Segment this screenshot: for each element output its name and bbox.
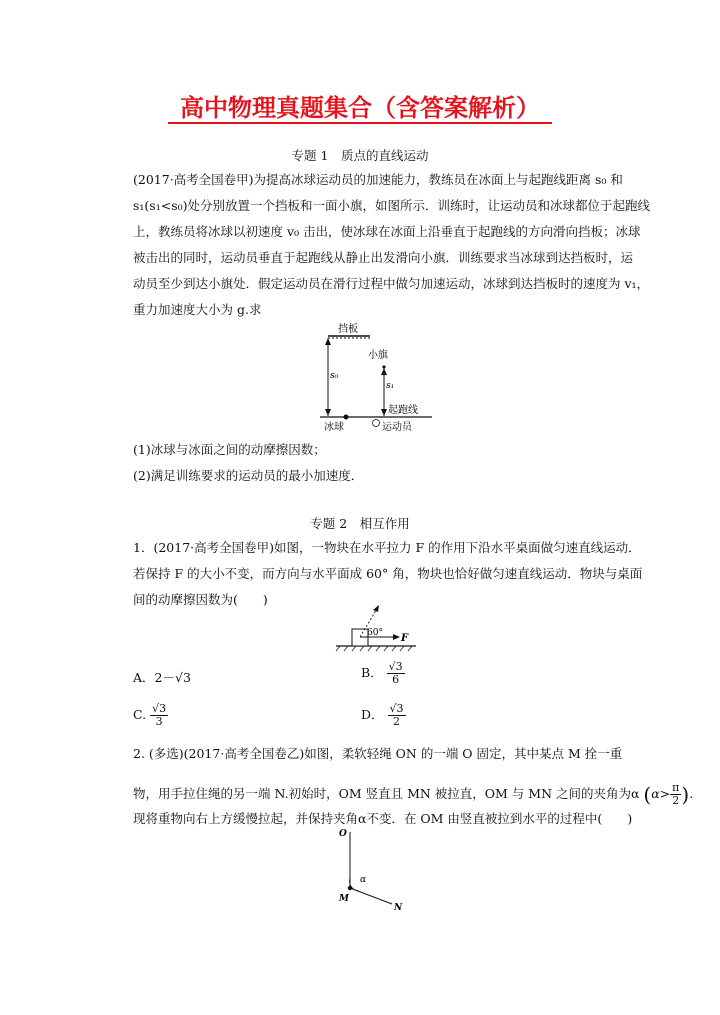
force-arrowhead bbox=[393, 634, 400, 640]
label-n: N bbox=[394, 903, 403, 913]
rope-figure bbox=[336, 824, 412, 916]
problem2-line-2: 物，用手拉住绳的另一端 N.初始时，OM 竖直且 MN 被拉直，OM 与 MN 之间的夹角为α (α> $\frac{\pi}{2}$ ). bbox=[133, 781, 694, 807]
s0-arrow-down bbox=[325, 409, 331, 416]
flag-label: 小旗 bbox=[368, 350, 388, 361]
s0-arrow-up bbox=[325, 338, 331, 345]
athlete-label: 运动员 bbox=[382, 422, 412, 433]
problem2-line-3: 现将重物向右上方缓慢拉起，并保持夹角α不变．在 OM 由竖直被拉到水平的过程中( ) bbox=[133, 811, 633, 826]
option-c[interactable]: C. $\frac{√3}{3}$ bbox=[133, 702, 167, 728]
label-m: M bbox=[339, 894, 349, 904]
problem1-line: 1．(2017·高考全国卷甲)如图，一物块在水平拉力 F 的作用下沿水平桌面做匀速直线运动． bbox=[133, 540, 641, 555]
ice-hockey-figure bbox=[300, 322, 440, 434]
topic2-heading: 专题 2 相互作用 bbox=[310, 516, 410, 531]
s1-label: s₁ bbox=[386, 381, 395, 391]
tilted-force-arrowhead bbox=[373, 605, 379, 612]
force-label: F bbox=[401, 633, 409, 644]
topic1-para-line: 上，教练员将冰球以初速度 v₀ 击出，使冰球在冰面上沿垂直于起跑线的方向滑向挡板；冰球 bbox=[133, 224, 641, 239]
title-underline bbox=[168, 122, 552, 124]
topic1-para-line: 重力加速度大小为 g.求 bbox=[133, 302, 262, 317]
topic1-para-line: s₁(s₁<s₀)处分别放置一个挡板和一面小旗，如图所示．训练时，让运动员和冰球都位于起跑线 bbox=[133, 198, 651, 213]
baffle-label: 挡板 bbox=[338, 324, 358, 335]
option-a[interactable]: A．2－√3 bbox=[133, 670, 191, 685]
page-title: 高中物理真题集合（含答案解析） bbox=[180, 94, 540, 122]
problem1-line: 间的动摩擦因数为( ) bbox=[133, 592, 268, 607]
topic1-para-line: 被击出的同时，运动员垂直于起跑线从静止出发滑向小旗．训练要求当冰球到达挡板时，运 bbox=[133, 250, 634, 265]
option-b[interactable]: B． $\frac{√3}{6}$ bbox=[361, 660, 403, 686]
angle-label: 60° bbox=[367, 628, 383, 638]
flag-marker bbox=[382, 365, 385, 368]
s1-arrow-down bbox=[381, 409, 387, 416]
label-o: O bbox=[339, 829, 347, 839]
topic1-para-line: (2017·高考全国卷甲)为提高冰球运动员的加速能力，教练员在冰面上与起跑线距离 s₀ 和 bbox=[133, 172, 623, 187]
puck-label: 冰球 bbox=[324, 422, 344, 433]
athlete-marker bbox=[373, 420, 380, 427]
topic1-question-2: (2)满足训练要求的运动员的最小加速度． bbox=[133, 468, 364, 483]
topic1-para-line: 动员至少到达小旗处．假定运动员在滑行过程中做匀加速运动，冰球到达挡板时的速度为 v₁， bbox=[133, 276, 650, 291]
problem2-line-1: 2. (多选)(2017·高考全国卷乙)如图，柔软轻绳 ON 的一端 O 固定，其中某点 M 拴一重 bbox=[133, 746, 623, 761]
topic1-question-1: (1)冰球与冰面之间的动摩擦因数； bbox=[133, 442, 326, 457]
topic1-heading: 专题 1 质点的直线运动 bbox=[291, 148, 429, 163]
puck-marker bbox=[344, 415, 349, 420]
option-d[interactable]: D． $\frac{√3}{2}$ bbox=[361, 702, 404, 728]
s1-arrow-up bbox=[381, 368, 387, 375]
start-line-label: 起跑线 bbox=[388, 405, 418, 416]
label-alpha: α bbox=[360, 875, 367, 885]
block-force-figure bbox=[330, 602, 420, 654]
problem1-line: 若保持 F 的大小不变，而方向与水平面成 60° 角，物块也恰好做匀速直线运动．物块与桌面 bbox=[133, 566, 643, 581]
s0-label: s₀ bbox=[330, 371, 339, 381]
